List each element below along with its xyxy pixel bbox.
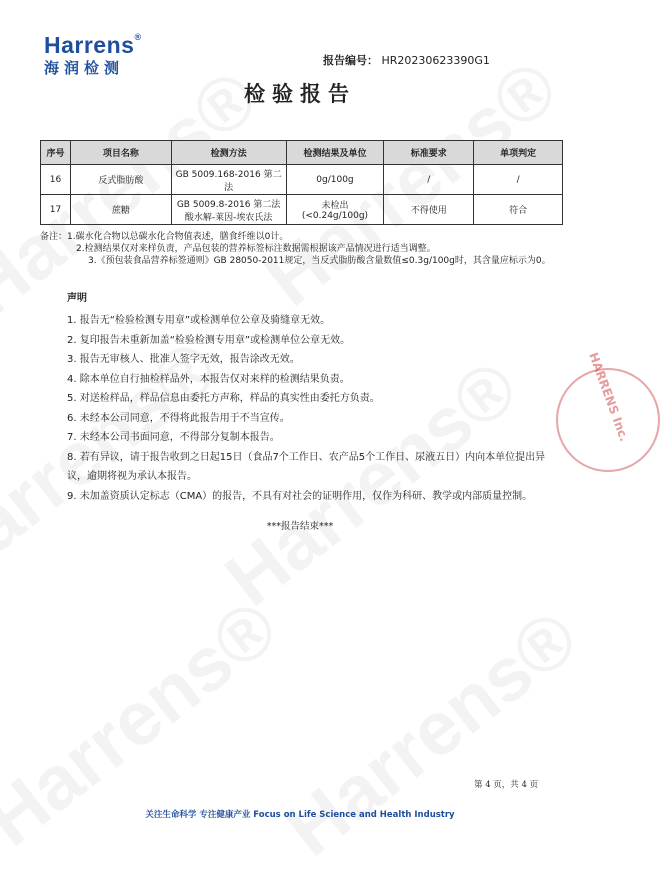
watermark (270, 594, 594, 873)
registered-mark: ® (134, 32, 142, 42)
declaration-item: 6. 未经本公司同意，不得将此报告用于不当宣传。 (67, 412, 290, 424)
column-header: 检测方法 (171, 141, 286, 165)
company-logo (44, 32, 142, 78)
declaration-item: 3. 报告无审核人、批准人签字无效，报告涂改无效。 (67, 354, 300, 365)
logo-text-cn: 海润检测 (44, 59, 125, 77)
table-cell: 未检出(<0.24g/100g) (286, 195, 384, 225)
table-cell: 0g/100g (286, 165, 384, 195)
page-number: 第 4 页，共 4 页 (474, 780, 539, 790)
table-cell: GB 5009.8-2016 第二法 酸水解-莱因-埃农氏法 (171, 195, 286, 225)
remark-item: 3.《预包装食品营养标签通则》GB 28050-2011规定，当反式脂肪酸含量数值≤0.3g/100g时，其含量应标示为0。 (88, 256, 551, 266)
table-cell: 16 (41, 165, 71, 195)
table-cell: 反式脂肪酸 (70, 165, 171, 195)
declaration-item: 4. 除本单位自行抽检样品外，本报告仅对来样的检测结果负责。 (67, 373, 350, 385)
table-cell: / (474, 165, 563, 195)
declaration-item: 2. 复印报告未重新加盖“检验检测专用章”或检测单位公章无效。 (67, 334, 351, 346)
column-header: 检测结果及单位 (286, 141, 384, 165)
logo-text-en: Harrens (44, 32, 135, 58)
report-number-value: HR20230623390G1 (381, 54, 490, 67)
table-row (41, 195, 563, 225)
page-title: 检验报告 (244, 82, 356, 106)
column-header: 序号 (41, 141, 71, 165)
declaration-item: 9. 未加盖资质认定标志（CMA）的报告，不具有对社会的证明作用，仅作为科研、教学或内部质量控制。 (67, 490, 533, 502)
table-row (41, 165, 563, 195)
table-cell: GB 5009.168-2016 第二法 (171, 165, 286, 195)
remark-item: 备注：1.碳水化合物以总碳水化合物值表述，膳食纤维以0计。 (40, 232, 289, 242)
report-number-label: 报告编号： (323, 54, 378, 67)
declaration-heading: 声明 (67, 293, 87, 304)
declaration-item: 5. 对送检样品，样品信息由委托方声称，样品的真实性由委托方负责。 (67, 393, 380, 404)
table-cell: 符合 (474, 195, 563, 225)
results-table (40, 140, 563, 225)
declaration-section (67, 289, 557, 506)
table-cell: 蔗糖 (70, 195, 171, 225)
watermark (0, 584, 294, 864)
column-header: 单项判定 (474, 141, 563, 165)
remark-item: 2.检测结果仅对来样负责，产品包装的营养标签标注数据需根据该产品情况进行适当调整。 (76, 244, 436, 254)
column-header: 项目名称 (70, 141, 171, 165)
column-header: 标准要求 (384, 141, 474, 165)
table-cell: / (384, 165, 474, 195)
table-cell: 不得使用 (384, 195, 474, 225)
table-cell: 17 (41, 195, 71, 225)
declaration-item: 8. 若有异议，请于报告收到之日起15日（食品7个工作日、农产品5个工作日、尿液五日）内向本单位提出异议，逾期将视为承认本报告。 (67, 451, 546, 482)
declaration-item: 7. 未经本公司书面同意，不得部分复制本报告。 (67, 432, 280, 443)
declaration-item: 1. 报告无“检验检测专用章”或检测单位公章及骑缝章无效。 (67, 315, 331, 326)
table-header-row (41, 141, 563, 165)
remarks (40, 231, 565, 267)
report-number (323, 52, 490, 68)
report-end-marker: ***报告结束*** (266, 521, 334, 532)
footer-slogan: 关注生命科学 专注健康产业 Focus on Life Science and Health Industry (145, 810, 455, 820)
company-seal-text: HARRENS Inc. (586, 350, 632, 444)
